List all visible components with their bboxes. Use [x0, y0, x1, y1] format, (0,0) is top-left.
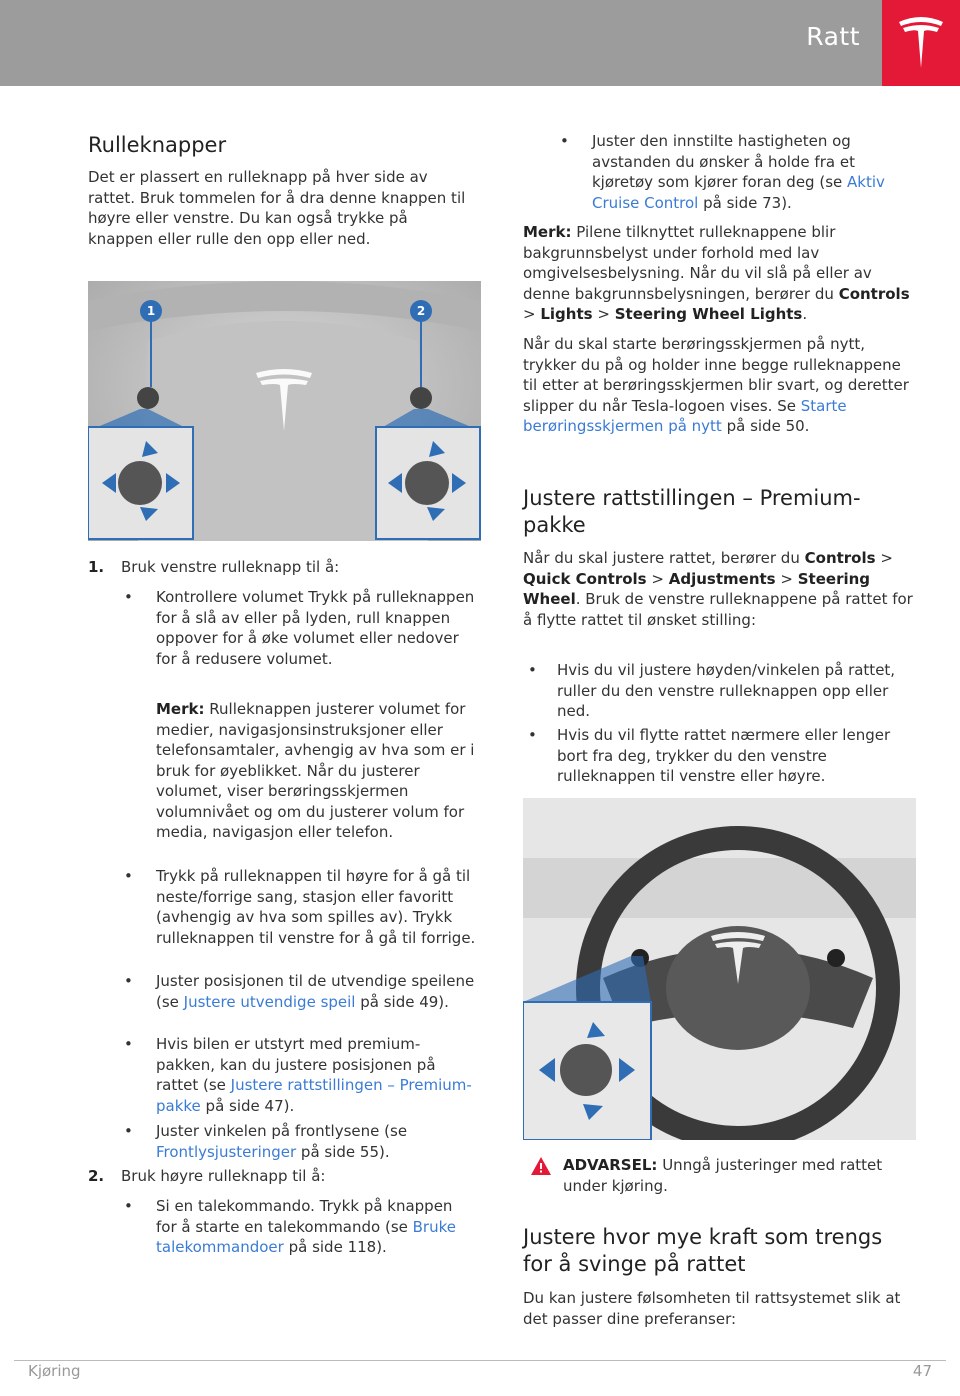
bullet-icon: •: [124, 867, 133, 885]
warning-label: ADVARSEL:: [563, 1156, 658, 1174]
restart-paragraph: [523, 334, 913, 437]
path-adjustments: Adjustments: [668, 569, 776, 588]
bullet-text: på side 118).: [283, 1238, 387, 1256]
note-text: Rulleknappen justerer volumet for medier, navigasjonsinstruksjoner eller telefonsamtaler, avhengig av hva som er i bruk for øyeblikket. Når du justerer volumet, viser berøringsskjermen volumnivået og om du justerer volum for media, navigasjon eller telefon.: [156, 700, 475, 841]
footer-section: Kjøring: [28, 1362, 81, 1380]
bullet-icon: •: [124, 1035, 133, 1053]
path-controls: Controls: [804, 549, 876, 567]
bullet-track: Trykk på rulleknappen til høyre for å gå til neste/forrige sang, stasjon eller favoritt (avhengig av hva som spilles av). Trykk rulleknappen til venstre for å gå til forrige.: [156, 867, 476, 947]
page-title: Ratt: [806, 22, 860, 51]
bullet-premium: [156, 1034, 476, 1116]
link-justere-rattstilling[interactable]: Justere rattstillingen – Premium-pakke: [156, 1076, 472, 1115]
bullet-icon: •: [528, 726, 537, 744]
warning-text: [563, 1155, 913, 1196]
section-heading-rulleknapper: Rulleknapper: [88, 133, 227, 157]
footer-page-number: 47: [912, 1362, 932, 1380]
scroll-buttons-figure: [88, 281, 481, 541]
path-separator: >: [880, 549, 893, 567]
bullet-height: Hvis du vil justere høyden/vinkelen på rattet, ruller du den venstre rulleknappen opp eller ned.: [557, 661, 896, 720]
bullet-icon: •: [124, 1197, 133, 1215]
bullet-icon: •: [124, 1122, 133, 1140]
link-talekommandoer[interactable]: Bruke talekommandoer: [156, 1217, 456, 1256]
link-frontlys[interactable]: Frontlysjusteringer: [156, 1142, 297, 1161]
warning-icon: [531, 1157, 551, 1179]
tesla-logo-icon: [897, 14, 945, 72]
bullet-icon: •: [528, 661, 537, 679]
bullet-text: Juster vinkelen på frontlysene (se: [156, 1122, 408, 1140]
bullet-icon: •: [124, 588, 133, 606]
bullet-voice: [156, 1196, 456, 1258]
intro-paragraph: Det er plassert en rulleknapp på hver side av rattet. Bruk tommelen for å dra denne knappen til høyre eller venstre. Du kan også trykke på knappen eller rulle den opp eller ned.: [88, 168, 466, 248]
link-cruise-control[interactable]: Aktiv Cruise Control: [592, 173, 885, 212]
list-number-2: 2.: [88, 1167, 105, 1185]
warning-body: Unngå justeringer med rattet under kjøring.: [563, 1156, 883, 1195]
path-separator: >: [523, 305, 536, 323]
paragraph-text: Når du skal justere rattet, berører du: [523, 549, 800, 567]
adjust-paragraph: [523, 548, 913, 630]
bullet-mirrors: [156, 971, 476, 1012]
paragraph-text: . Bruk de venstre rulleknappene på rattet for å flytte rattet til ønsket stilling:: [523, 590, 913, 629]
bullet-text: Si en talekommando. Trykk på knappen for å starte en talekommando (se: [156, 1197, 453, 1236]
path-separator: >: [780, 569, 793, 588]
path-controls: Controls: [838, 284, 910, 303]
list-item-1: Bruk venstre rulleknapp til å:: [121, 558, 340, 576]
bullet-text: på side 47).: [200, 1096, 295, 1115]
list-number-1: 1.: [88, 558, 105, 576]
bullet-reach: Hvis du vil flytte rattet nærmere eller lenger bort fra deg, trykker du den venstre rulleknappen til venstre eller høyre.: [557, 726, 891, 785]
bullet-text: Hvis bilen er utstyrt med premium-pakken, kan du justere posisjonen på rattet (se: [156, 1035, 436, 1094]
tesla-logo: [882, 0, 960, 86]
path-steering-wheel: Steering Wheel: [523, 569, 871, 608]
callout-2: 2: [410, 300, 432, 322]
steering-wheel-figure: [523, 798, 916, 1140]
note-backlight: Merk: Pilene tilknyttet rulleknappene blir bakgrunnsbelyst under forhold med lav omgivelsesbelysning. Når du vil slå på eller av denne bakgrunnsbelysningen, berører du Controls > Lights > Steering Wheel Lights.: [523, 223, 910, 323]
link-restart-screen[interactable]: Starte berøringsskjermen på nytt: [523, 396, 847, 435]
bullet-volume: Kontrollere volumet Trykk på rulleknappen for å slå av eller på lyden, rull knappen oppover for å øke volumet eller nedover for å redusere volumet.: [156, 588, 475, 668]
bullet-text: på side 73).: [698, 193, 792, 212]
header-bar: [0, 0, 882, 86]
callout-1: 1: [140, 300, 162, 322]
path-lights: Lights: [540, 305, 593, 323]
sensitivity-paragraph: Du kan justere følsomheten til rattsystemet slik at det passer dine preferanser:: [523, 1289, 901, 1328]
path-separator: >: [651, 569, 664, 588]
note-volume: [156, 699, 481, 843]
bullet-icon: •: [560, 132, 569, 150]
link-justere-speil[interactable]: Justere utvendige speil: [183, 992, 356, 1011]
bullet-headlights: [156, 1121, 476, 1162]
bullet-cruise: [592, 131, 892, 213]
path-separator: >: [597, 305, 610, 323]
paragraph-text: Når du skal starte berøringsskjermen på nytt, trykker du på og holder inne begge rulleknappene til etter at berøringsskjermen blir svart, og deretter slipper du når Tesla-logoen vises. Se: [523, 335, 909, 415]
bullet-text: på side 55).: [296, 1142, 390, 1161]
paragraph-text: på side 50.: [721, 417, 810, 435]
section-heading-premium: Justere rattstillingen – Premium-pakke: [523, 486, 861, 537]
path-quick-controls: Quick Controls: [523, 569, 647, 588]
bullet-text: på side 49).: [355, 992, 449, 1011]
list-item-2: Bruk høyre rulleknapp til å:: [121, 1167, 326, 1185]
bullet-text: Juster den innstilte hastigheten og avstanden du ønsker å holde fra et kjøretøy som kjører foran deg (se: [592, 132, 855, 191]
bullet-icon: •: [124, 972, 133, 990]
note-label: Merk:: [523, 223, 572, 241]
bullet-text: Juster posisjonen til de utvendige speilene (se: [156, 972, 475, 1011]
note-text: Pilene tilknyttet rulleknappene blir bakgrunnsbelyst under forhold med lav omgivelsesbelysning. Når du vil slå på eller av denne bakgrunnsbelysningen, berører du: [523, 223, 872, 303]
section-heading-force: Justere hvor mye kraft som trengs for å svinge på rattet: [523, 1225, 883, 1276]
footer-divider: [14, 1360, 946, 1361]
path-steering-wheel-lights: Steering Wheel Lights: [614, 305, 803, 323]
note-label: Merk:: [156, 700, 205, 718]
